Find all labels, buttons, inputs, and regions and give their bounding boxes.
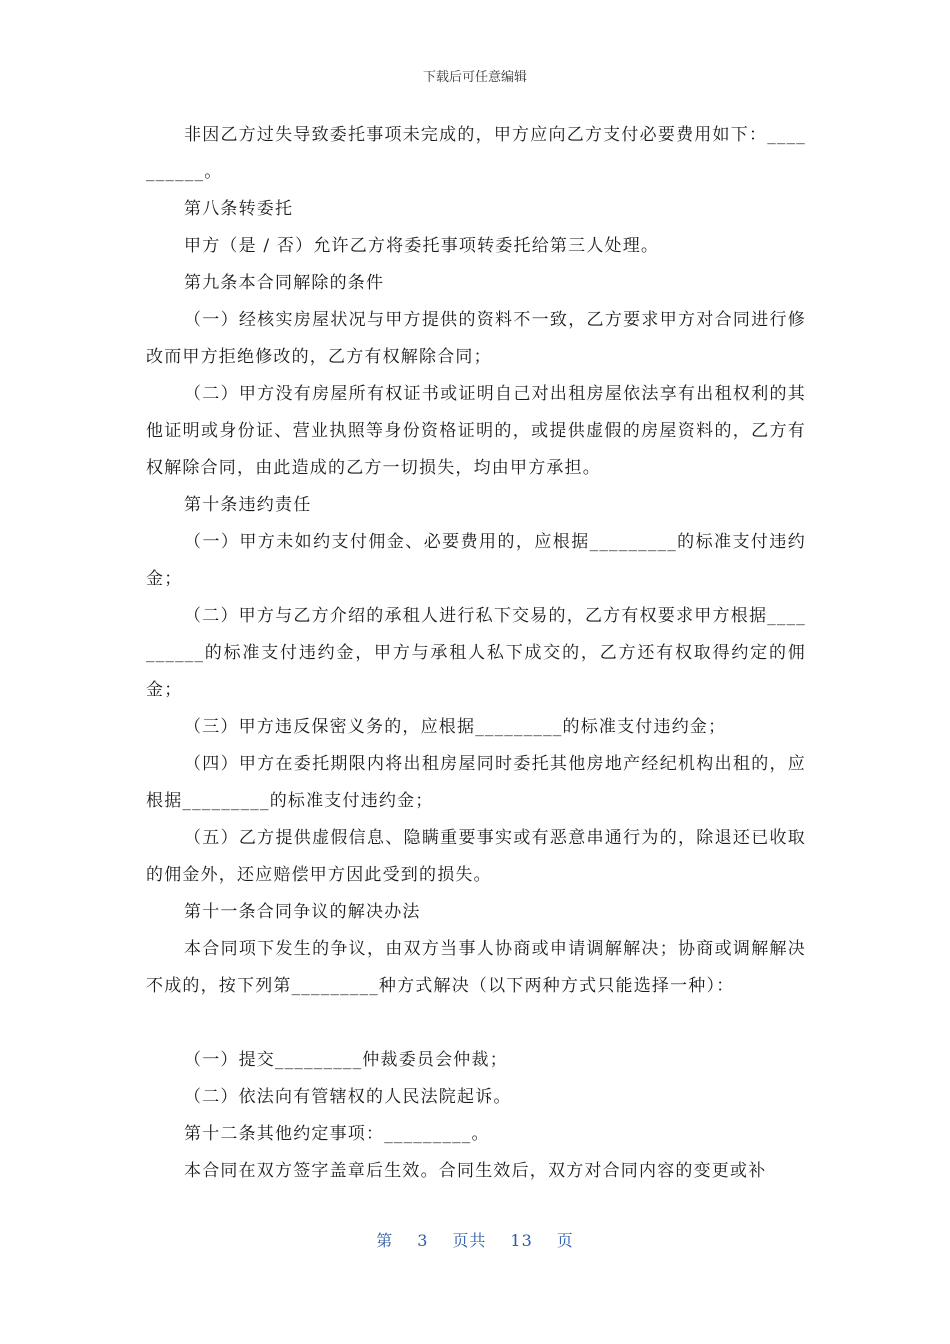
heading-article-10: 第十条违约责任: [184, 495, 312, 515]
heading-article-12: 第十二条其他约定事项：_________。: [184, 1124, 490, 1144]
heading-article-9: 第九条本合同解除的条件: [184, 273, 385, 293]
paragraph-dispute: 本合同项下发生的争议，由双方当事人协商或申请调解解决；协商或调解解决不成的，按下列第_________种方式解决（以下两种方式只能选择一种）：: [146, 939, 806, 996]
paragraph-liability-1: （一）甲方未如约支付佣金、必要费用的，应根据_________的标准支付违约金；: [146, 532, 806, 589]
paragraph-liability-4: （四）甲方在委托期限内将出租房屋同时委托其他房地产经纪机构出租的，应根据_________的标准支付违约金；: [146, 754, 806, 811]
paragraph-subdelegation: 甲方（是 / 否）允许乙方将委托事项转委托给第三人处理。: [184, 236, 660, 256]
footer-page-prefix: 第: [376, 1231, 394, 1250]
heading-article-11: 第十一条合同争议的解决办法: [184, 902, 421, 922]
paragraph-dispute-option-1: （一）提交_________仲裁委员会仲裁；: [184, 1050, 508, 1070]
paragraph-liability-2: （二）甲方与乙方介绍的承租人进行私下交易的，乙方有权要求甲方根据__________的标准支付违约金，甲方与承租人私下成交的，乙方还有权取得约定的佣金；: [146, 606, 806, 700]
paragraph-termination-2: （二）甲方没有房屋所有权证书或证明自己对出租房屋依法享有出租权利的其他证明或身份证、营业执照等身份资格证明的，或提供虚假的房屋资料的，乙方有权解除合同，由此造成的乙方一切损失，均由甲方承担。: [146, 384, 806, 478]
page-header: 下载后可任意编辑: [422, 70, 527, 85]
footer-page-mid: 页共: [452, 1231, 487, 1250]
paragraph-effective: 本合同在双方签字盖章后生效。合同生效后，双方对合同内容的变更或补: [184, 1161, 767, 1181]
paragraph-dispute-option-2: （二）依法向有管辖权的人民法院起诉。: [184, 1087, 512, 1107]
document-body: [146, 117, 806, 1190]
heading-article-8: 第八条转委托: [184, 199, 294, 219]
footer-page-suffix: 页: [556, 1231, 574, 1250]
paragraph-liability-3: （三）甲方违反保密义务的，应根据_________的标准支付违约金；: [184, 717, 727, 737]
paragraph-termination-1: （一）经核实房屋状况与甲方提供的资料不一致，乙方要求甲方对合同进行修改而甲方拒绝修改的，乙方有权解除合同；: [146, 310, 806, 367]
paragraph-expense-clause: 非因乙方过失导致委托事项未完成的，甲方应向乙方支付必要费用如下：__________。: [146, 125, 806, 182]
footer-total-pages: 13: [510, 1231, 533, 1250]
page-footer: [0, 1228, 950, 1251]
footer-page-number: 3: [417, 1231, 429, 1250]
paragraph-liability-5: （五）乙方提供虚假信息、隐瞒重要事实或有恶意串通行为的，除退还已收取的佣金外，还应赔偿甲方因此受到的损失。: [146, 828, 806, 885]
